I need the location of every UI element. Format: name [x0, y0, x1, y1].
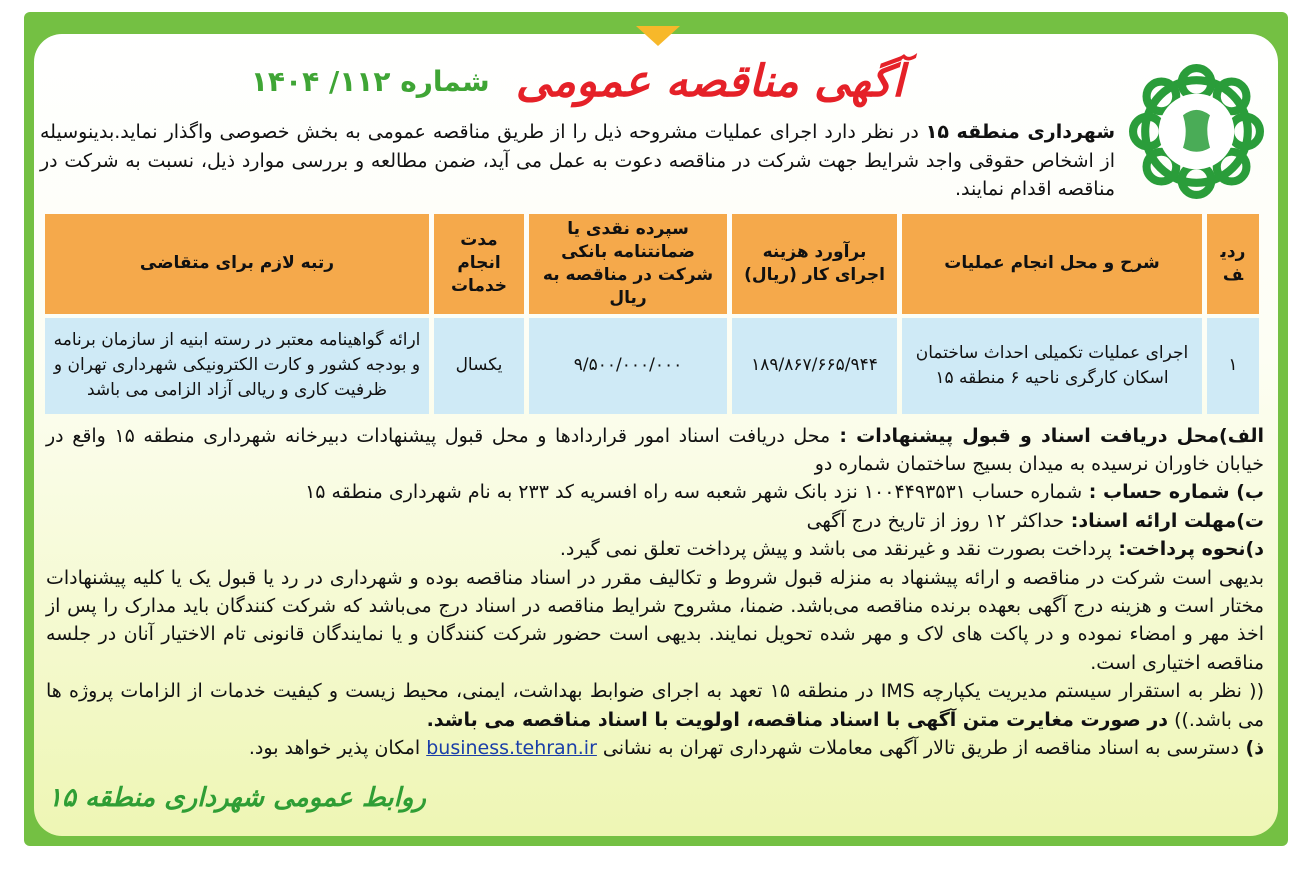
intro-bold: شهرداری منطقه ۱۵: [925, 121, 1116, 143]
section-label: د)نحوه پرداخت:: [1111, 538, 1264, 561]
col-description: شرح و محل انجام عملیات: [902, 214, 1202, 314]
header-text: [40, 52, 1115, 204]
triangle-marker: [636, 26, 680, 46]
table-row: [45, 318, 1259, 414]
general-terms: بدیهی است شرکت در مناقصه و ارائه پیشنهاد به منزله قبول شروط و تکالیف مقرر در اسناد مناقصه بوده و شهرداری در رد یا قبول یک یا کلیه پیشنهادات مختار است و هزینه درج آگهی بعهده برنده مناقصه می‌باشد. ضمنا، مشروح شرایط مناقصه در اسناد درج می‌باشد که شرکت کنندگان باید مدارک را پس از اخذ مهر و امضاء نموده و در پاکت های لاک و مهر شده تحویل نمایند. بدیهی است حضور شرکت کنندگان و یا نمایندگان قانونی تام الاختیار آنان در جلسه مناقصه اختیاری است.: [46, 566, 1264, 674]
cell-row: ۱: [1207, 318, 1259, 414]
intro-text: در نظر دارد اجرای عملیات مشروحه ذیل را از طریق مناقصه عمومی به بخش خصوصی واگذار نماید.بدینوسیله از اشخاص حقوقی واجد شرایط جهت شرکت در مناقصه دعوت به عمل می آید، ضمن مطالعه و بررسی موارد ذیل، نسبت به شرکت در مناقصه اقدام نمایند.: [40, 121, 1115, 200]
section-t: [46, 507, 1264, 535]
conditions: [40, 422, 1264, 763]
access-text: دسترسی به اسناد مناقصه از طریق تالار آگهی معاملات شهرداری تهران به نشانی: [596, 736, 1239, 759]
tender-table: [40, 210, 1264, 418]
section-label: ب) شماره حساب :: [1082, 481, 1264, 504]
ad-title: [40, 52, 1115, 112]
section-a: [46, 422, 1264, 479]
cell-estimate: ۱۸۹/۸۶۷/۶۶۵/۹۴۴: [732, 318, 897, 414]
section-text: محل دریافت اسناد امور قراردادها و محل قبول پیشنهادات دبیرخانه شهرداری منطقه ۱۵ واقع در خیابان خاوران نرسیده به میدان بسیج ساختمان شماره دو: [46, 424, 1264, 475]
business-link[interactable]: business.tehran.ir: [426, 736, 597, 759]
ad-frame: [24, 12, 1288, 846]
cell-grade: ارائه گواهینامه معتبر در رسته ابنیه از سازمان برنامه و بودجه کشور و کارت الکترونیکی شهرداری تهران و ظرفیت کاری و ریالی آزاد الزامی می باشد: [45, 318, 429, 414]
col-estimate: برآورد هزینه اجرای کار (ریال): [732, 214, 897, 314]
ad-card: [34, 34, 1278, 836]
section-label: ت)مهلت ارائه اسناد:: [1064, 509, 1264, 532]
section-label: ذ): [1238, 736, 1264, 759]
section-text: شماره حساب ۱۰۰۴۴۹۳۵۳۱ نزد بانک شهر شعبه سه راه افسریه کد ۲۳۳ به نام شهرداری منطقه ۱۵: [305, 481, 1083, 504]
ad-number: شماره ۱۱۲/ ۱۴۰۴: [250, 65, 490, 98]
col-row: ردیف: [1207, 214, 1259, 314]
access-text-end: امکان پذیر خواهد بود.: [248, 736, 427, 759]
section-text: پرداخت بصورت نقد و غیرنقد می باشد و پیش پرداخت تعلق نمی گیرد.: [559, 538, 1112, 561]
section-b: [46, 478, 1264, 506]
cell-deposit: ۹/۵۰۰/۰۰۰/۰۰۰: [529, 318, 727, 414]
col-grade: رتبه لازم برای متقاضی: [45, 214, 429, 314]
footer-signature: روابط عمومی شهرداری منطقه ۱۵: [48, 783, 426, 814]
title-text: آگهی مناقصه عمومی: [515, 56, 905, 107]
cell-duration: یکسال: [434, 318, 524, 414]
section-z: [46, 734, 1264, 762]
section-d: [46, 535, 1264, 563]
col-deposit: سپرده نقدی یا ضمانتنامه بانکی شرکت در مناقصه به ریال: [529, 214, 727, 314]
section-text: حداکثر ۱۲ روز از تاریخ درج آگهی: [806, 509, 1065, 532]
ims-note: [46, 677, 1264, 734]
ims-bold: در صورت مغایرت متن آگهی با اسناد مناقصه، اولویت با اسناد مناقصه می باشد.: [426, 708, 1169, 731]
ad-header: [40, 52, 1264, 204]
ims-text: (( نظر به استقرار سیستم مدیریت یکپارچه IMS در منطقه ۱۵ تعهد به اجرای ضوابط بهداشت، ایمنی، محیط زیست و کیفیت خدمات از الزامات پروژه ها می باشد.)): [46, 680, 1264, 731]
intro-paragraph: [40, 118, 1115, 204]
section-label: الف)محل دریافت اسناد و قبول پیشنهادات :: [830, 424, 1264, 447]
cell-description: اجرای عملیات تکمیلی احداث ساختمان اسکان کارگری ناحیه ۶ منطقه ۱۵: [902, 318, 1202, 414]
tehran-municipality-logo: [1129, 64, 1264, 199]
col-duration: مدت انجام خدمات: [434, 214, 524, 314]
